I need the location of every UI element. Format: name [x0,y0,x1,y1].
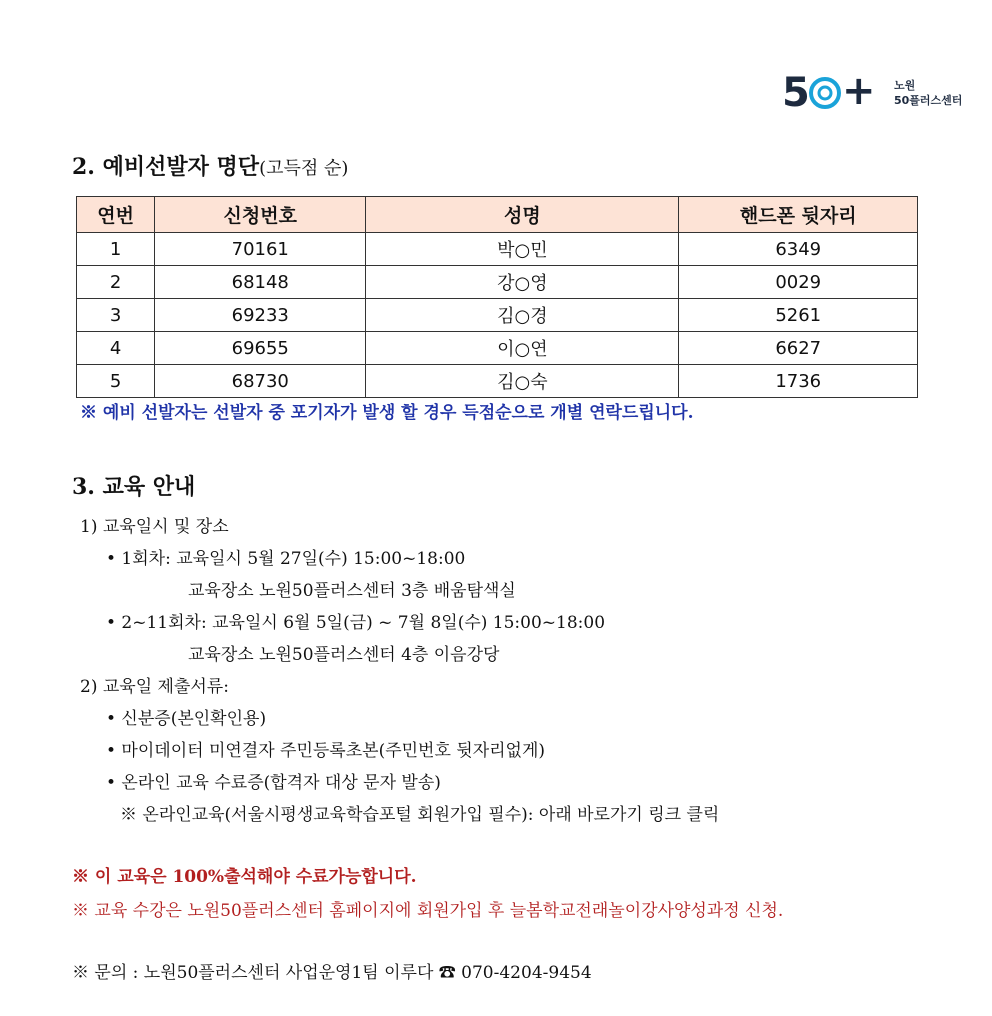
table-row [77,299,918,332]
document-item: • 마이데이터 미연결자 주민등록초본(주민번호 뒷자리없게) [106,741,546,761]
center-logo [782,68,972,118]
table-cell: 6627 [679,332,918,365]
reserve-contact-note: ※ 예비 선발자는 선발자 중 포기자가 발생 할 경우 득점순으로 개별 연락드립니다. [80,403,694,423]
table-cell: 68730 [155,365,366,398]
logo-ring-icon [808,76,842,110]
contact-info: ※ 문의 : 노원50플러스센터 사업운영1팀 이루다 ☎ 070-4204-9454 [72,963,592,983]
documents-heading: 2) 교육일 제출서류: [80,677,229,697]
table-header: 연번 [77,197,155,233]
table-cell: 5261 [679,299,918,332]
table-cell: 김○경 [366,299,679,332]
registration-notice: ※ 교육 수강은 노원50플러스센터 홈페이지에 회원가입 후 늘봄학교전래놀이강사양성과정 신청. [72,901,784,921]
table-cell: 1 [77,233,155,266]
online-edu-note: ※ 온라인교육(서울시평생교육학습포털 회원가입 필수): 아래 바로가기 링크 클릭 [120,805,720,825]
table-cell: 68148 [155,266,366,299]
session-1-location: 교육장소 노원50플러스센터 3층 배움탐색실 [188,581,516,601]
document-item: • 신분증(본인확인용) [106,709,267,729]
table-cell: 5 [77,365,155,398]
table-cell: 69655 [155,332,366,365]
logo-text [894,78,962,108]
table-row [77,233,918,266]
logo-line-2: 50플러스센터 [894,94,963,107]
table-header: 성명 [366,197,679,233]
document-item: • 온라인 교육 수료증(합격자 대상 문자 발송) [106,773,441,793]
table-row [77,365,918,398]
session-2-11-schedule: • 2~11회차: 교육일시 6월 5일(금) ~ 7월 8일(수) 15:00~18:00 [106,613,606,633]
table-cell: 70161 [155,233,366,266]
section-2-title-suffix: (고득점 순) [259,158,349,179]
table-cell: 0029 [679,266,918,299]
table-cell: 김○숙 [366,365,679,398]
table-cell: 1736 [679,365,918,398]
table-cell: 이○연 [366,332,679,365]
table-header: 핸드폰 뒷자리 [679,197,918,233]
edu-schedule-heading: 1) 교육일시 및 장소 [80,517,229,537]
session-1-schedule: • 1회차: 교육일시 5월 27일(수) 15:00~18:00 [106,549,466,569]
logo-five: 5 [782,70,810,116]
table-header-row [77,197,918,233]
logo-line-1: 노원 [894,79,916,92]
table-cell: 4 [77,332,155,365]
table-cell: 2 [77,266,155,299]
table-cell: 69233 [155,299,366,332]
attendance-notice: ※ 이 교육은 100%출석해야 수료가능합니다. [72,867,417,887]
section-3-title: 3. 교육 안내 [72,474,196,500]
table-cell: 강○영 [366,266,679,299]
table-row [77,332,918,365]
section-2-title-main: 2. 예비선발자 명단 [72,154,260,180]
reserve-list-table [76,196,918,398]
logo-plus: + [842,68,876,114]
session-2-11-location: 교육장소 노원50플러스센터 4층 이음강당 [188,645,500,665]
section-2-title [72,150,348,181]
table-cell: 3 [77,299,155,332]
table-header: 신청번호 [155,197,366,233]
table-row [77,266,918,299]
table-cell: 박○민 [366,233,679,266]
table-cell: 6349 [679,233,918,266]
